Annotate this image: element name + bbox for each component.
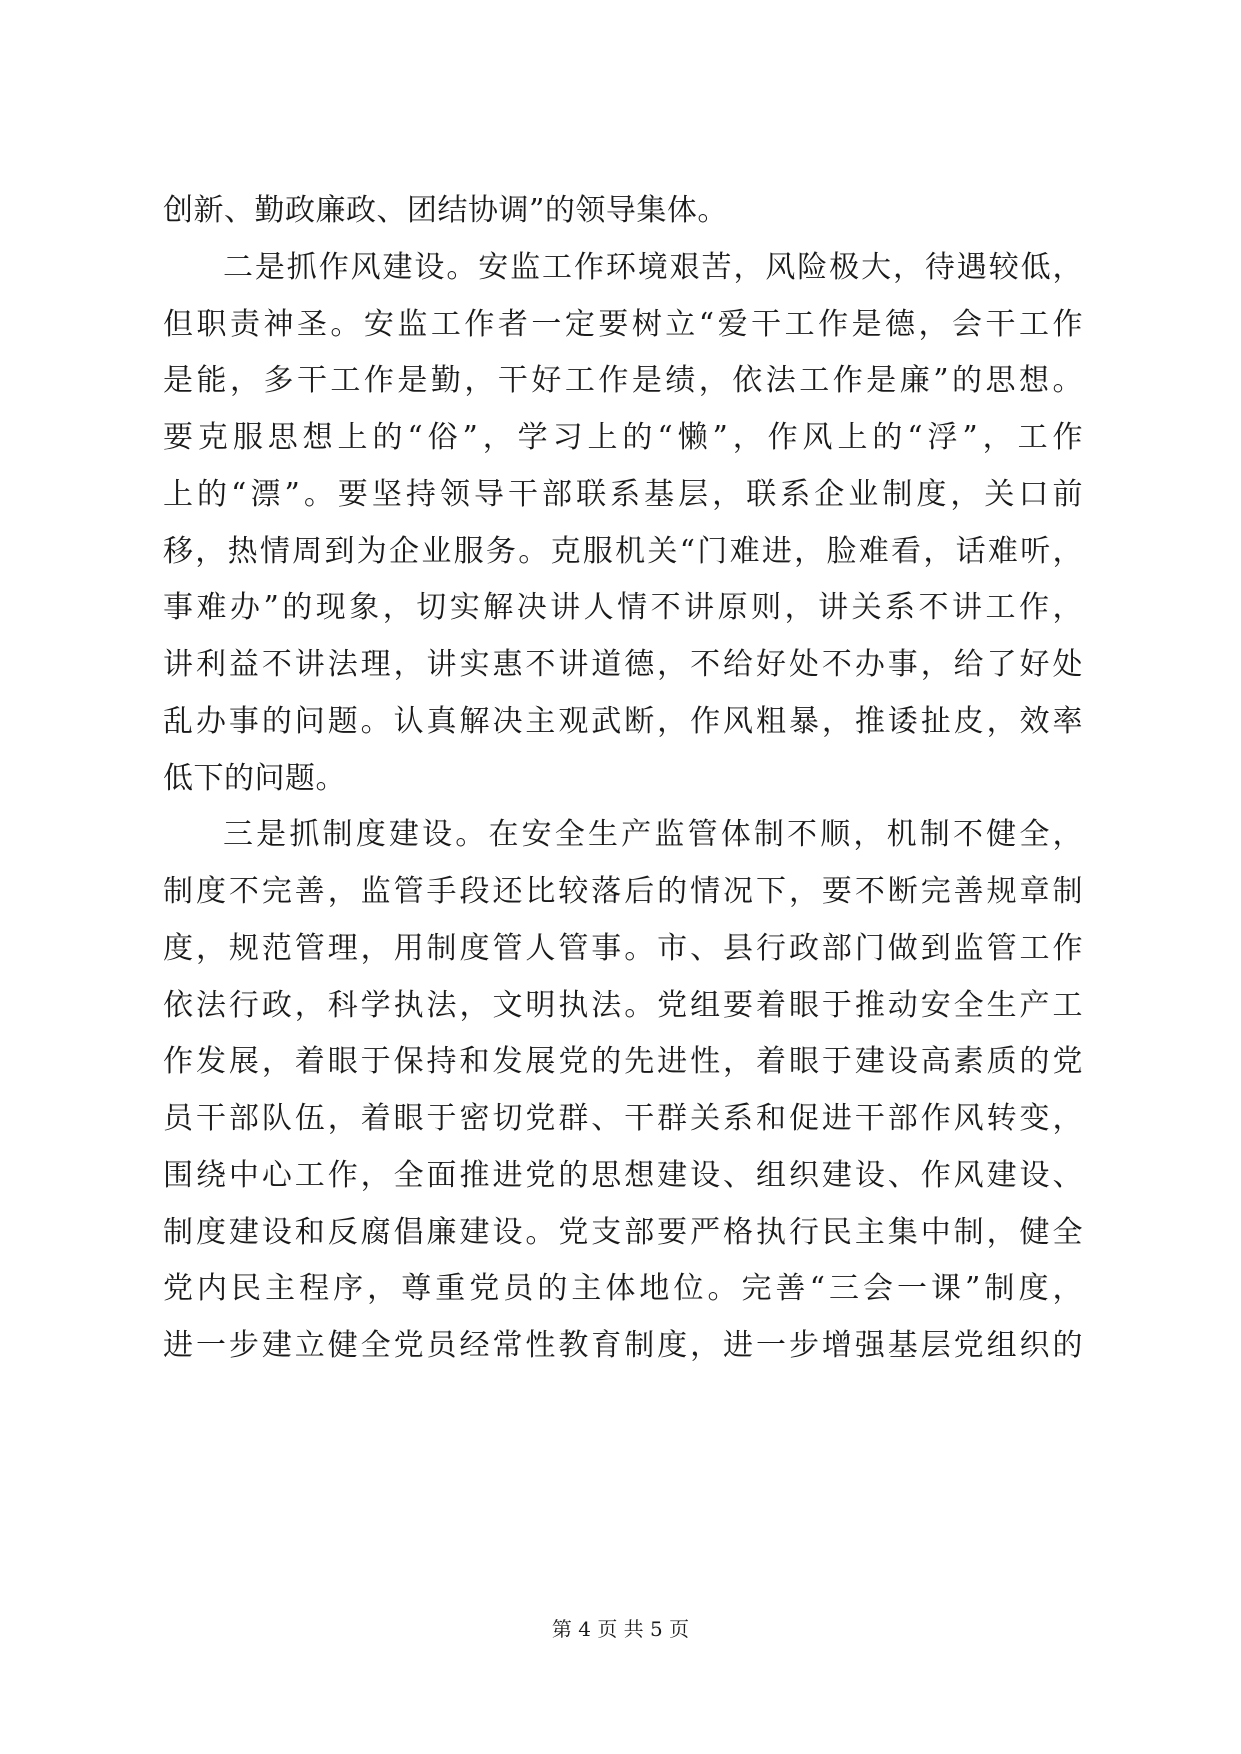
text-line: 讲利益不讲法理，讲实惠不讲道德，不给好处不办事，给了好处 — [163, 647, 1083, 682]
text-line: 乱办事的问题。认真解决主观武断，作风粗暴，推诿扯皮，效率 — [163, 704, 1083, 739]
text-line: 移，热情周到为企业服务。克服机关“门难进，脸难看，话难听， — [163, 534, 1083, 569]
text-line: 创新、勤政廉政、团结协调”的领导集体。 — [163, 193, 728, 228]
text-line: 制度不完善，监管手段还比较落后的情况下，要不断完善规章制 — [163, 874, 1083, 909]
text-line: 度，规范管理，用制度管人管事。市、县行政部门做到监管工作 — [163, 931, 1083, 966]
text-line: 二是抓作风建设。安监工作环境艰苦，风险极大，待遇较低， — [223, 250, 1083, 285]
text-line: 依法行政，科学执法，文明执法。党组要着眼于推动安全生产工 — [163, 988, 1083, 1023]
text-line: 要克服思想上的“俗”，学习上的“懒”，作风上的“浮”，工作 — [163, 420, 1083, 455]
text-line: 上的“漂”。要坚持领导干部联系基层，联系企业制度，关口前 — [163, 477, 1083, 512]
text-line: 作发展，着眼于保持和发展党的先进性，着眼于建设高素质的党 — [163, 1044, 1083, 1079]
text-line: 围绕中心工作，全面推进党的思想建设、组织建设、作风建设、 — [163, 1158, 1083, 1193]
text-line: 但职责神圣。安监工作者一定要树立“爱干工作是德，会干工作 — [163, 307, 1083, 342]
text-line: 三是抓制度建设。在安全生产监管体制不顺，机制不健全， — [223, 817, 1083, 852]
text-line: 员干部队伍，着眼于密切党群、干群关系和促进干部作风转变， — [163, 1101, 1083, 1136]
text-line: 事难办”的现象，切实解决讲人情不讲原则，讲关系不讲工作， — [163, 590, 1083, 625]
text-line: 是能，多干工作是勤，干好工作是绩，依法工作是廉”的思想。 — [163, 363, 1083, 398]
text-line: 进一步建立健全党员经常性教育制度，进一步增强基层党组织的 — [163, 1328, 1083, 1363]
text-line: 制度建设和反腐倡廉建设。党支部要严格执行民主集中制，健全 — [163, 1215, 1083, 1250]
text-line: 低下的问题。 — [163, 761, 346, 796]
page-footer: 第 4 页 共 5 页 — [551, 1617, 690, 1641]
text-line: 党内民主程序，尊重党员的主体地位。完善“三会一课”制度， — [163, 1271, 1083, 1306]
